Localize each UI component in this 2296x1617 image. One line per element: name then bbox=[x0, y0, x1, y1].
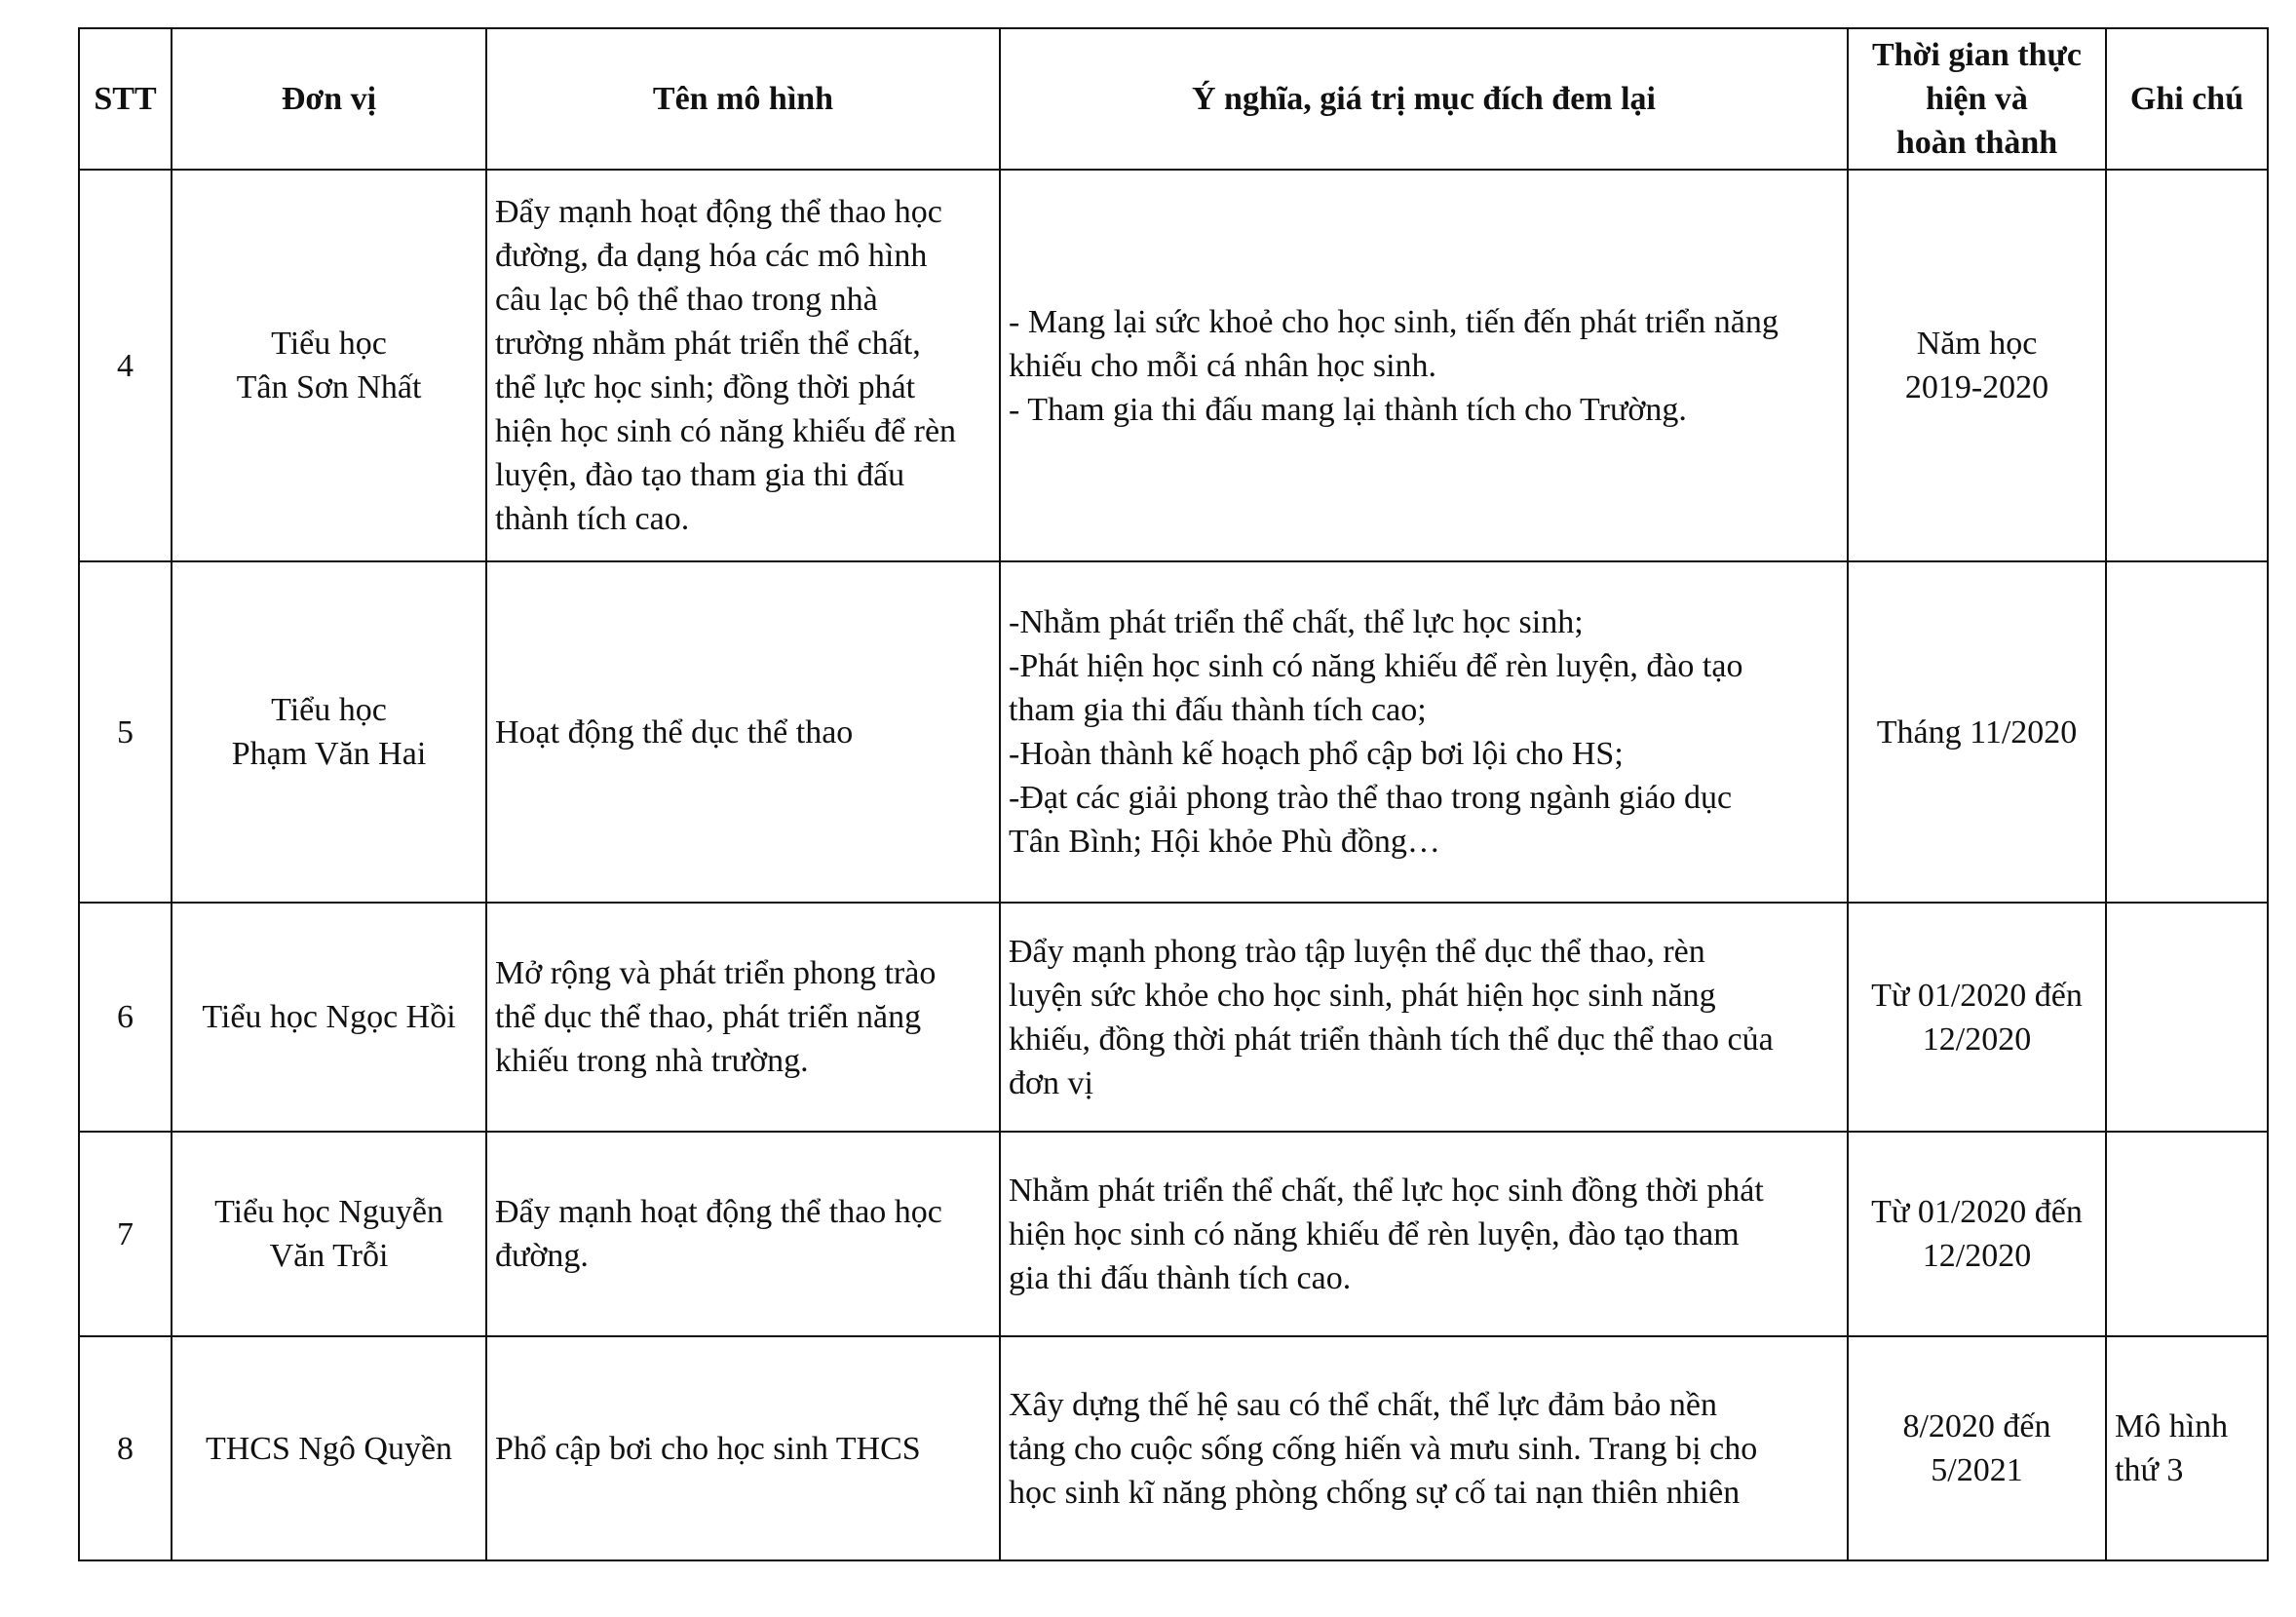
cell-line: Tiểu học Ngọc Hồi bbox=[202, 999, 456, 1035]
cell-line: THCS Ngô Quyền bbox=[205, 1430, 453, 1467]
cell-time bbox=[1848, 1336, 2106, 1560]
cell-unit bbox=[172, 561, 486, 903]
cell-line: 12/2020 bbox=[1922, 1238, 2032, 1274]
cell-model-name bbox=[486, 1336, 1000, 1560]
cell-time bbox=[1848, 1132, 2106, 1336]
cell-stt: 8 bbox=[79, 1336, 172, 1560]
table-row bbox=[79, 561, 2268, 903]
cell-line: - Tham gia thi đấu mang lại thành tích cho Trường. bbox=[1009, 391, 1687, 428]
cell-unit bbox=[172, 170, 486, 561]
cell-line: thể dục thể thao, phát triển năng bbox=[495, 999, 922, 1035]
cell-line: Tiểu học bbox=[271, 692, 387, 728]
cell-unit bbox=[172, 903, 486, 1132]
cell-line: Tân Sơn Nhất bbox=[236, 369, 422, 405]
cell-line: thành tích cao. bbox=[495, 501, 690, 537]
cell-line: thứ 3 bbox=[2115, 1452, 2184, 1488]
cell-line: học sinh kĩ năng phòng chống sự cố tai nạn thiên nhiên bbox=[1009, 1474, 1741, 1511]
cell-line: -Hoàn thành kế hoạch phổ cập bơi lội cho HS; bbox=[1009, 736, 1624, 772]
cell-line: thể lực học sinh; đồng thời phát bbox=[495, 369, 916, 405]
cell-note bbox=[2106, 170, 2268, 561]
cell-meaning bbox=[1000, 1132, 1848, 1336]
cell-line: Đẩy mạnh hoạt động thể thao học bbox=[495, 1194, 942, 1230]
cell-model-name bbox=[486, 170, 1000, 561]
header-stt: STT bbox=[79, 28, 172, 170]
cell-line: Từ 01/2020 đến bbox=[1871, 977, 2083, 1014]
header-meaning: Ý nghĩa, giá trị mục đích đem lại bbox=[1000, 28, 1848, 170]
cell-model-name bbox=[486, 561, 1000, 903]
cell-line: hiện học sinh có năng khiếu để rèn luyện, đào tạo tham bbox=[1009, 1215, 1740, 1252]
cell-meaning bbox=[1000, 1336, 1848, 1560]
cell-line: Văn Trỗi bbox=[269, 1238, 389, 1274]
cell-line: khiếu cho mỗi cá nhân học sinh. bbox=[1009, 347, 1437, 384]
cell-stt: 7 bbox=[79, 1132, 172, 1336]
cell-line: -Phát hiện học sinh có năng khiếu để rèn luyện, đào tạo bbox=[1009, 648, 1743, 684]
cell-line: khiếu, đồng thời phát triển thành tích thể dục thể thao của bbox=[1009, 1020, 1774, 1058]
cell-line: 2019-2020 bbox=[1904, 369, 2049, 405]
cell-line: trường nhằm phát triển thể chất, bbox=[495, 326, 921, 362]
header-time-line: hiện và bbox=[1926, 81, 2028, 117]
cell-stt: 4 bbox=[79, 170, 172, 561]
cell-line: đường, đa dạng hóa các mô hình bbox=[495, 238, 928, 274]
cell-time bbox=[1848, 903, 2106, 1132]
table-row bbox=[79, 903, 2268, 1132]
cell-line: Tiểu học bbox=[271, 326, 387, 362]
cell-line: Nhằm phát triển thể chất, thể lực học sinh đồng thời phát bbox=[1009, 1172, 1764, 1209]
cell-time bbox=[1848, 561, 2106, 903]
cell-line: luyện, đào tạo tham gia thi đấu bbox=[495, 457, 905, 493]
cell-line: Đẩy mạnh hoạt động thể thao học bbox=[495, 194, 942, 230]
cell-line: Năm học bbox=[1916, 326, 2038, 362]
cell-line: Phổ cập bơi cho học sinh THCS bbox=[495, 1430, 921, 1467]
cell-unit bbox=[172, 1132, 486, 1336]
cell-unit bbox=[172, 1336, 486, 1560]
cell-model-name bbox=[486, 903, 1000, 1132]
header-time-line: Thời gian thực bbox=[1872, 37, 2082, 73]
header-model-name: Tên mô hình bbox=[486, 28, 1000, 170]
cell-note bbox=[2106, 903, 2268, 1132]
cell-line: Hoạt động thể dục thể thao bbox=[495, 713, 854, 751]
cell-line: - Mang lại sức khoẻ cho học sinh, tiến đến phát triển năng bbox=[1009, 303, 1779, 340]
cell-line: tham gia thi đấu thành tích cao; bbox=[1009, 692, 1427, 728]
cell-line: câu lạc bộ thể thao trong nhà bbox=[495, 282, 878, 318]
cell-line: Đẩy mạnh phong trào tập luyện thể dục thể thao, rèn bbox=[1009, 933, 1705, 970]
cell-line: hiện học sinh có năng khiếu để rèn bbox=[495, 413, 957, 449]
cell-line: luyện sức khỏe cho học sinh, phát hiện học sinh năng bbox=[1009, 977, 1716, 1014]
table-row bbox=[79, 1336, 2268, 1560]
cell-line: Từ 01/2020 đến bbox=[1871, 1194, 2083, 1230]
cell-note bbox=[2106, 1132, 2268, 1336]
header-unit: Đơn vị bbox=[172, 28, 486, 170]
cell-line: 5/2021 bbox=[1931, 1452, 2023, 1488]
cell-line: Tân Bình; Hội khỏe Phù đồng… bbox=[1009, 824, 1440, 860]
header-time bbox=[1848, 28, 2106, 170]
cell-note bbox=[2106, 1336, 2268, 1560]
cell-time bbox=[1848, 170, 2106, 561]
cell-stt: 6 bbox=[79, 903, 172, 1132]
cell-line: đơn vị bbox=[1009, 1064, 1093, 1101]
cell-line: Mô hình bbox=[2115, 1408, 2229, 1444]
cell-line: gia thi đấu thành tích cao. bbox=[1009, 1259, 1352, 1296]
cell-model-name bbox=[486, 1132, 1000, 1336]
cell-meaning bbox=[1000, 561, 1848, 903]
cell-line: -Nhằm phát triển thể chất, thể lực học sinh; bbox=[1009, 604, 1584, 640]
models-table bbox=[78, 27, 2269, 1561]
cell-line: 8/2020 đến bbox=[1902, 1408, 2051, 1444]
cell-stt: 5 bbox=[79, 561, 172, 903]
cell-line: đường. bbox=[495, 1238, 589, 1274]
cell-line: Mở rộng và phát triển phong trào bbox=[495, 955, 937, 991]
header-row bbox=[79, 28, 2268, 170]
cell-line: Xây dựng thế hệ sau có thể chất, thể lực đảm bảo nền bbox=[1009, 1386, 1717, 1423]
cell-note bbox=[2106, 561, 2268, 903]
cell-line: khiếu trong nhà trường. bbox=[495, 1043, 809, 1079]
table-row bbox=[79, 1132, 2268, 1336]
cell-line: Phạm Văn Hai bbox=[231, 736, 427, 772]
cell-line: -Đạt các giải phong trào thể thao trong ngành giáo dục bbox=[1009, 780, 1733, 816]
cell-line: 12/2020 bbox=[1922, 1020, 2032, 1058]
header-note: Ghi chú bbox=[2106, 28, 2268, 170]
cell-line: tảng cho cuộc sống cống hiến và mưu sinh. Trang bị cho bbox=[1009, 1430, 1758, 1467]
header-time-line: hoàn thành bbox=[1895, 125, 2058, 161]
cell-line: Tiểu học Nguyễn bbox=[214, 1194, 443, 1230]
cell-line: Tháng 11/2020 bbox=[1876, 713, 2078, 751]
cell-meaning bbox=[1000, 170, 1848, 561]
cell-meaning bbox=[1000, 903, 1848, 1132]
table-row bbox=[79, 170, 2268, 561]
